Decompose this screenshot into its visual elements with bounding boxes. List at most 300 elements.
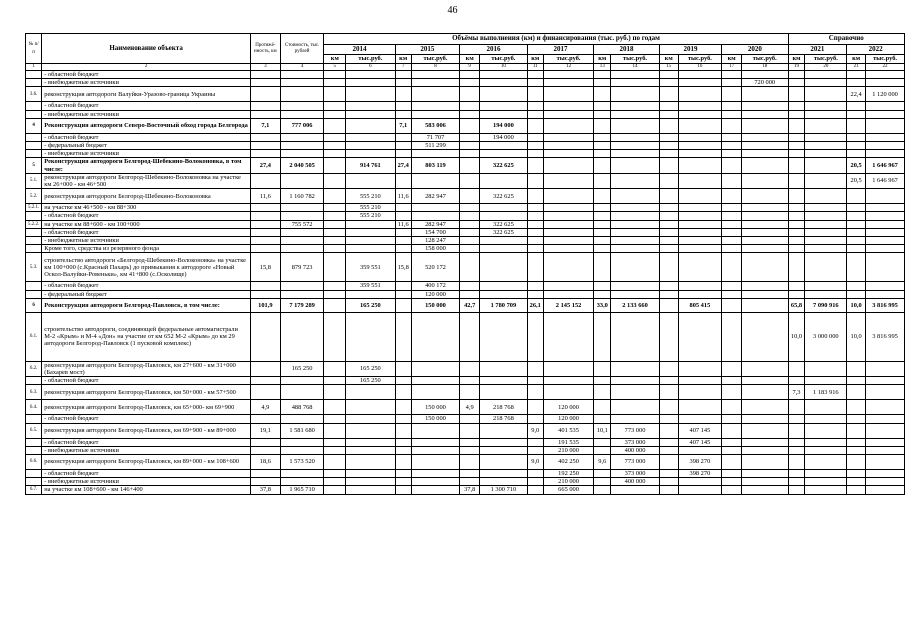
value-cell <box>324 204 346 212</box>
value-cell <box>805 102 847 110</box>
value-cell <box>480 377 528 385</box>
value-cell <box>324 71 346 79</box>
column-number: 3 <box>250 64 280 71</box>
value-cell <box>866 415 905 423</box>
value-cell: 37,8 <box>460 486 480 494</box>
value-cell <box>346 415 395 423</box>
value-cell <box>395 102 411 110</box>
value-cell <box>659 220 678 228</box>
value-cell: 71 707 <box>411 133 459 141</box>
value-cell: 120 000 <box>543 400 593 415</box>
value-cell <box>788 377 805 385</box>
object-name: реконструкция автодороги Белгород-Павловск, км 89+000 - км 108+600 <box>42 455 251 470</box>
value-cell <box>480 478 528 486</box>
table-row <box>26 204 905 212</box>
value-cell <box>543 71 593 79</box>
value-cell <box>527 282 543 290</box>
value-cell <box>866 110 905 118</box>
value-cell <box>346 228 395 236</box>
value-cell <box>411 150 459 158</box>
value-cell <box>847 290 866 298</box>
value-cell: 1 300 710 <box>480 486 528 494</box>
table-row <box>26 298 905 312</box>
value-cell: 218 768 <box>480 415 528 423</box>
value-cell <box>527 245 543 253</box>
column-number: 16 <box>678 64 722 71</box>
value-cell <box>543 220 593 228</box>
value-cell <box>460 446 480 454</box>
value-cell <box>460 173 480 188</box>
value-cell: 194 000 <box>480 133 528 141</box>
value-cell <box>527 150 543 158</box>
value-cell <box>594 470 611 478</box>
value-cell <box>847 133 866 141</box>
value-cell <box>395 298 411 312</box>
value-cell <box>324 189 346 204</box>
value-cell <box>659 385 678 400</box>
value-cell <box>611 133 660 141</box>
row-number <box>26 142 42 150</box>
value-cell <box>866 220 905 228</box>
value-cell <box>411 87 459 102</box>
value-cell <box>805 110 847 118</box>
table-row <box>26 438 905 446</box>
value-cell <box>742 361 789 376</box>
value-cell <box>346 71 395 79</box>
value-cell <box>346 290 395 298</box>
value-cell: 359 551 <box>346 253 395 282</box>
value-cell <box>527 79 543 87</box>
value-cell: 359 551 <box>346 282 395 290</box>
value-cell: 1 120 000 <box>866 87 905 102</box>
value-cell <box>395 79 411 87</box>
value-cell <box>659 282 678 290</box>
value-cell <box>805 245 847 253</box>
value-cell <box>659 71 678 79</box>
value-cell <box>480 87 528 102</box>
value-cell <box>594 312 611 361</box>
value-cell: 520 172 <box>411 253 459 282</box>
row-number <box>26 133 42 141</box>
value-cell <box>480 312 528 361</box>
header-unit-km: км <box>594 55 611 64</box>
value-cell <box>788 189 805 204</box>
value-cell <box>527 312 543 361</box>
value-cell <box>346 470 395 478</box>
table-row <box>26 486 905 494</box>
value-cell: 15,8 <box>395 253 411 282</box>
object-name: - областной бюджет <box>42 438 251 446</box>
value-cell <box>611 228 660 236</box>
value-cell <box>805 189 847 204</box>
value-cell <box>678 486 722 494</box>
value-cell: 210 000 <box>543 478 593 486</box>
value-cell <box>250 282 280 290</box>
value-cell <box>594 385 611 400</box>
table-body <box>26 71 905 495</box>
table-row <box>26 79 905 87</box>
value-cell <box>411 385 459 400</box>
value-cell <box>280 87 324 102</box>
value-cell <box>411 204 459 212</box>
value-cell <box>346 455 395 470</box>
value-cell <box>346 438 395 446</box>
value-cell <box>280 71 324 79</box>
value-cell <box>324 79 346 87</box>
value-cell <box>788 486 805 494</box>
value-cell <box>324 478 346 486</box>
value-cell: 218 768 <box>480 400 528 415</box>
value-cell: 27,4 <box>250 158 280 173</box>
value-cell <box>460 470 480 478</box>
value-cell <box>847 220 866 228</box>
value-cell <box>678 415 722 423</box>
value-cell <box>722 71 742 79</box>
value-cell <box>594 133 611 141</box>
value-cell <box>678 377 722 385</box>
value-cell: 10,1 <box>594 423 611 438</box>
value-cell <box>460 438 480 446</box>
value-cell <box>594 282 611 290</box>
table-row <box>26 71 905 79</box>
table-row <box>26 228 905 236</box>
value-cell <box>678 446 722 454</box>
value-cell <box>742 470 789 478</box>
header-name: Наименование объекта <box>42 34 251 64</box>
value-cell <box>611 290 660 298</box>
value-cell <box>460 282 480 290</box>
value-cell: 879 723 <box>280 253 324 282</box>
value-cell <box>611 79 660 87</box>
value-cell: 3 816 995 <box>866 312 905 361</box>
header-unit-rub: тыс.руб. <box>346 55 395 64</box>
header-year: 2017 <box>527 45 594 55</box>
value-cell <box>250 228 280 236</box>
value-cell <box>346 385 395 400</box>
value-cell <box>742 385 789 400</box>
value-cell <box>659 290 678 298</box>
value-cell <box>611 400 660 415</box>
value-cell <box>678 118 722 133</box>
value-cell <box>324 400 346 415</box>
value-cell <box>527 415 543 423</box>
value-cell: 1 160 782 <box>280 189 324 204</box>
value-cell <box>847 361 866 376</box>
value-cell <box>395 204 411 212</box>
value-cell <box>324 133 346 141</box>
table-row <box>26 110 905 118</box>
value-cell <box>659 486 678 494</box>
value-cell <box>594 237 611 245</box>
row-number <box>26 478 42 486</box>
value-cell: 773 000 <box>611 423 660 438</box>
value-cell <box>659 204 678 212</box>
value-cell <box>847 102 866 110</box>
value-cell <box>788 142 805 150</box>
value-cell <box>411 71 459 79</box>
value-cell <box>805 290 847 298</box>
value-cell <box>722 415 742 423</box>
value-cell: 511 299 <box>411 142 459 150</box>
value-cell <box>324 253 346 282</box>
value-cell: 755 572 <box>280 220 324 228</box>
value-cell: 555 210 <box>346 212 395 220</box>
value-cell <box>659 118 678 133</box>
value-cell <box>788 253 805 282</box>
header-volumes: Объёмы выполнения (км) и финансирования (тыс. руб.) по годам <box>324 34 788 45</box>
value-cell <box>280 312 324 361</box>
value-cell <box>594 253 611 282</box>
value-cell <box>678 385 722 400</box>
value-cell <box>847 253 866 282</box>
value-cell <box>866 237 905 245</box>
value-cell <box>788 212 805 220</box>
object-name: строительство автодороги «Белгород-Шебекино-Волоконовка» на участке км 100+000 (с.Красный Пахарь) до примыкания к автодороге «Новый Оскол-Валуйки-Ровеньки», км 41+800 (с.Осколище) <box>42 253 251 282</box>
value-cell <box>250 110 280 118</box>
value-cell <box>460 312 480 361</box>
value-cell <box>805 282 847 290</box>
value-cell <box>395 423 411 438</box>
value-cell <box>543 110 593 118</box>
value-cell <box>395 438 411 446</box>
value-cell <box>722 87 742 102</box>
value-cell <box>543 361 593 376</box>
table-row <box>26 237 905 245</box>
value-cell: 10,0 <box>847 298 866 312</box>
value-cell <box>659 150 678 158</box>
value-cell <box>742 455 789 470</box>
value-cell <box>250 133 280 141</box>
value-cell <box>594 400 611 415</box>
value-cell <box>722 253 742 282</box>
value-cell: 777 006 <box>280 118 324 133</box>
value-cell <box>847 189 866 204</box>
value-cell <box>678 478 722 486</box>
value-cell <box>611 150 660 158</box>
value-cell <box>678 71 722 79</box>
table-row <box>26 290 905 298</box>
table-row <box>26 282 905 290</box>
value-cell: 322 625 <box>480 228 528 236</box>
value-cell: 322 625 <box>480 158 528 173</box>
value-cell <box>788 438 805 446</box>
header-num: № п/п <box>26 34 42 64</box>
value-cell <box>324 110 346 118</box>
value-cell <box>742 158 789 173</box>
value-cell <box>742 298 789 312</box>
value-cell <box>659 400 678 415</box>
value-cell <box>460 415 480 423</box>
value-cell <box>543 204 593 212</box>
header-unit-rub: тыс.руб. <box>411 55 459 64</box>
value-cell <box>847 204 866 212</box>
value-cell <box>722 150 742 158</box>
value-cell <box>280 142 324 150</box>
object-name: - внебюджетные источники <box>42 478 251 486</box>
value-cell <box>805 87 847 102</box>
value-cell <box>788 228 805 236</box>
value-cell <box>788 290 805 298</box>
value-cell <box>250 71 280 79</box>
object-name: - областной бюджет <box>42 102 251 110</box>
value-cell <box>742 110 789 118</box>
table-row <box>26 245 905 253</box>
header-unit-rub: тыс.руб. <box>805 55 847 64</box>
value-cell <box>742 71 789 79</box>
value-cell <box>250 102 280 110</box>
value-cell <box>678 312 722 361</box>
value-cell <box>527 400 543 415</box>
value-cell <box>611 312 660 361</box>
value-cell: 555 210 <box>346 189 395 204</box>
value-cell <box>611 385 660 400</box>
value-cell <box>324 245 346 253</box>
value-cell <box>678 133 722 141</box>
row-number <box>26 415 42 423</box>
value-cell: 1 581 680 <box>280 423 324 438</box>
object-name: на участке км 88+600 - км 100+000 <box>42 220 251 228</box>
value-cell: 42,7 <box>460 298 480 312</box>
value-cell <box>788 110 805 118</box>
value-cell <box>346 237 395 245</box>
value-cell <box>395 133 411 141</box>
value-cell: 282 947 <box>411 189 459 204</box>
value-cell <box>280 237 324 245</box>
value-cell <box>543 150 593 158</box>
value-cell <box>742 189 789 204</box>
value-cell <box>742 245 789 253</box>
table-row <box>26 377 905 385</box>
value-cell <box>395 478 411 486</box>
value-cell <box>527 133 543 141</box>
value-cell <box>280 470 324 478</box>
value-cell <box>659 361 678 376</box>
value-cell <box>866 253 905 282</box>
header-unit-rub: тыс.руб. <box>543 55 593 64</box>
value-cell <box>659 142 678 150</box>
value-cell <box>742 312 789 361</box>
value-cell <box>543 312 593 361</box>
value-cell <box>250 212 280 220</box>
value-cell <box>280 212 324 220</box>
value-cell <box>805 400 847 415</box>
value-cell <box>742 87 789 102</box>
value-cell <box>866 189 905 204</box>
value-cell <box>324 87 346 102</box>
value-cell <box>847 142 866 150</box>
value-cell <box>742 237 789 245</box>
value-cell <box>678 400 722 415</box>
value-cell <box>460 377 480 385</box>
value-cell <box>788 173 805 188</box>
value-cell <box>460 142 480 150</box>
value-cell <box>805 415 847 423</box>
value-cell <box>324 438 346 446</box>
value-cell: 2 145 152 <box>543 298 593 312</box>
value-cell <box>594 245 611 253</box>
value-cell <box>411 173 459 188</box>
value-cell <box>594 189 611 204</box>
value-cell <box>594 486 611 494</box>
value-cell <box>480 79 528 87</box>
value-cell: 128 247 <box>411 237 459 245</box>
value-cell <box>346 133 395 141</box>
value-cell <box>411 423 459 438</box>
value-cell <box>250 290 280 298</box>
value-cell: 1 646 967 <box>866 173 905 188</box>
value-cell <box>411 212 459 220</box>
value-cell: 9,6 <box>594 455 611 470</box>
value-cell <box>678 79 722 87</box>
value-cell <box>543 189 593 204</box>
value-cell: 398 270 <box>678 455 722 470</box>
value-cell <box>543 228 593 236</box>
value-cell <box>460 102 480 110</box>
value-cell <box>460 245 480 253</box>
value-cell <box>847 486 866 494</box>
row-number <box>26 212 42 220</box>
value-cell <box>250 245 280 253</box>
header-unit-km: км <box>395 55 411 64</box>
value-cell <box>722 212 742 220</box>
value-cell <box>742 478 789 486</box>
object-name: на участке км 108+600 - км 146+400 <box>42 486 251 494</box>
value-cell <box>480 446 528 454</box>
value-cell <box>411 102 459 110</box>
table-row <box>26 400 905 415</box>
value-cell <box>395 486 411 494</box>
value-cell <box>480 385 528 400</box>
value-cell <box>866 228 905 236</box>
value-cell: 154 700 <box>411 228 459 236</box>
header-year: 2018 <box>594 45 659 55</box>
header-year: 2021 <box>788 45 847 55</box>
value-cell: 803 119 <box>411 158 459 173</box>
value-cell <box>346 87 395 102</box>
value-cell <box>659 253 678 282</box>
value-cell <box>659 415 678 423</box>
object-name: - областной бюджет <box>42 415 251 423</box>
header-unit-km: км <box>527 55 543 64</box>
value-cell: 398 270 <box>678 470 722 478</box>
value-cell <box>395 290 411 298</box>
value-cell <box>678 220 722 228</box>
column-number: 10 <box>480 64 528 71</box>
value-cell <box>346 423 395 438</box>
object-name: - областной бюджет <box>42 282 251 290</box>
value-cell <box>805 204 847 212</box>
value-cell <box>659 173 678 188</box>
value-cell <box>866 142 905 150</box>
table-row <box>26 189 905 204</box>
value-cell <box>742 377 789 385</box>
value-cell <box>788 133 805 141</box>
value-cell <box>594 478 611 486</box>
value-cell: 10,0 <box>847 312 866 361</box>
value-cell <box>742 228 789 236</box>
value-cell <box>805 470 847 478</box>
value-cell <box>742 423 789 438</box>
value-cell: 150 000 <box>411 415 459 423</box>
value-cell <box>594 102 611 110</box>
page-number: 46 <box>447 5 458 16</box>
value-cell <box>805 423 847 438</box>
value-cell <box>480 455 528 470</box>
value-cell <box>805 133 847 141</box>
value-cell: 7,3 <box>788 385 805 400</box>
value-cell <box>659 79 678 87</box>
value-cell <box>480 142 528 150</box>
